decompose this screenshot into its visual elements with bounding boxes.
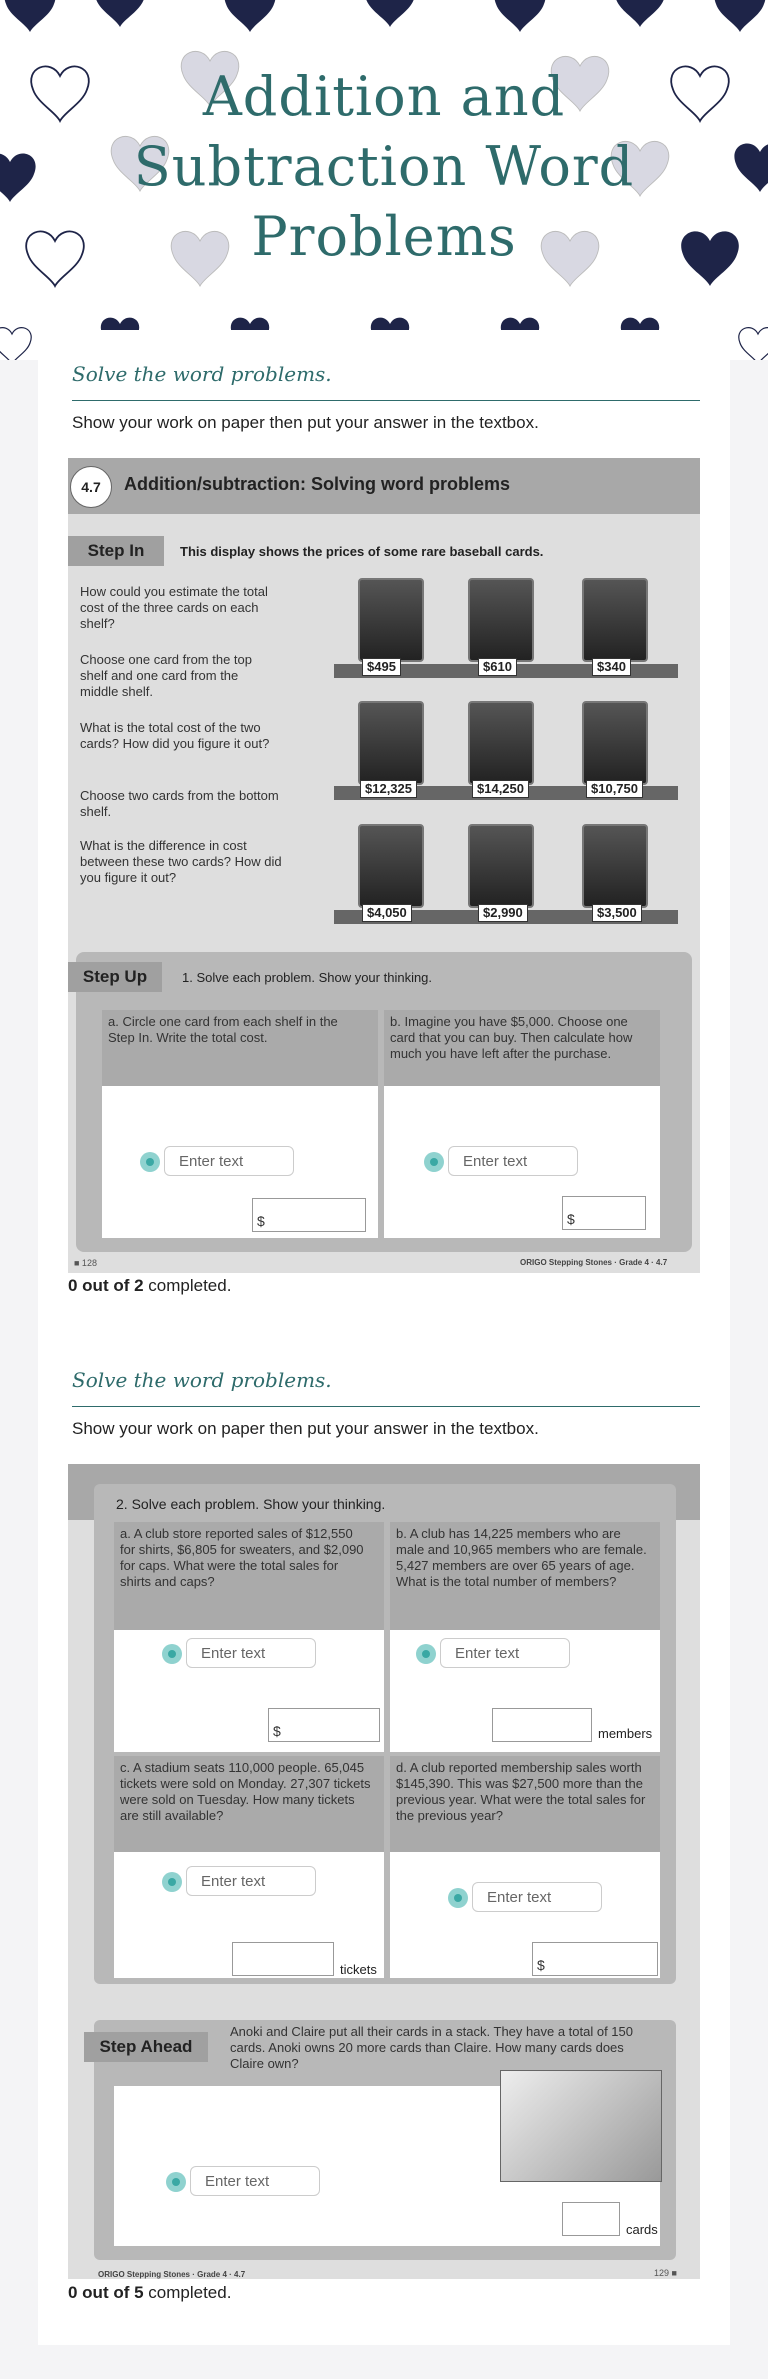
radio-dot[interactable]	[162, 1872, 182, 1892]
answer-line-2d: $	[532, 1942, 658, 1976]
unit-tickets: tickets	[340, 1962, 377, 1977]
section1-instruction: Show your work on paper then put your answer in the textbox.	[72, 413, 539, 432]
problems-intro: 2. Solve each problem. Show your thinking.	[116, 1496, 386, 1512]
answer-input-2a[interactable]: Enter text	[186, 1638, 316, 1668]
price-tag: $12,325	[360, 780, 417, 798]
unit-members: members	[598, 1726, 653, 1741]
question-2a-text: a. A club store reported sales of $12,550 for shirts, $6,805 for sweaters, and $2,090 for caps. What were the total sales for shirts and caps?	[120, 1526, 364, 1589]
answer-input-1b[interactable]: Enter text	[448, 1146, 578, 1176]
answer-line-b: $	[562, 1196, 646, 1230]
answer-line-2a: $	[268, 1708, 380, 1742]
answer-input-2c[interactable]: Enter text	[186, 1866, 316, 1896]
header-banner	[0, 0, 768, 360]
price-tag: $495	[362, 658, 401, 676]
question-2: Choose one card from the top shelf and one card from the middle shelf.	[80, 652, 252, 699]
worksheet-page-129	[68, 1464, 700, 2279]
question-2c-text: c. A stadium seats 110,000 people. 65,045 tickets were sold on Monday. 27,307 tickets were sold on Tuesday. How many tickets are still available?	[120, 1760, 371, 1823]
question-a-text: a. Circle one card from each shelf in the Step In. Write the total cost.	[108, 1014, 338, 1045]
answer-input-2d[interactable]: Enter text	[472, 1882, 602, 1912]
step-up-text: 1. Solve each problem. Show your thinking.	[182, 970, 433, 985]
baseball-card	[468, 824, 534, 908]
step-ahead-label: Step Ahead	[84, 2032, 208, 2062]
radio-dot[interactable]	[448, 1888, 468, 1908]
worksheet-page-128	[68, 458, 700, 1273]
footer-text: ORIGO Stepping Stones · Grade 4 · 4.7	[520, 1258, 668, 1267]
step-in-text: This display shows the prices of some rare baseball cards.	[180, 544, 544, 559]
page-title: Addition and Subtraction Word Problems	[133, 65, 635, 268]
price-tag: $340	[592, 658, 631, 676]
price-tag: $2,990	[478, 904, 528, 922]
baseball-card	[582, 824, 648, 908]
question-3: What is the total cost of the two cards? How did you figure it out?	[80, 720, 270, 751]
price-tag: $3,500	[592, 904, 642, 922]
footer-text: ORIGO Stepping Stones · Grade 4 · 4.7	[98, 2270, 246, 2279]
price-tag: $14,250	[472, 780, 529, 798]
section2-heading: Solve the word problems.	[72, 1368, 332, 1392]
unit-cards: cards	[626, 2222, 658, 2237]
question-2b-text: b. A club has 14,225 members who are male and 10,965 members who are female. 5,427 members are over 65 years of age. What is the total number of members?	[396, 1526, 647, 1589]
heading-divider	[72, 1406, 700, 1407]
completion-status-1: 0 out of 2 completed.	[68, 1276, 232, 1295]
step-ahead-text: Anoki and Claire put all their cards in a stack. They have a total of 150 cards. Anoki owns 20 more cards than Claire. How many cards does Claire own?	[230, 2024, 633, 2071]
step-up-label: Step Up	[68, 962, 162, 992]
page-number: ■ 128	[74, 1258, 97, 1268]
heading-divider	[72, 400, 700, 401]
lesson-title: Addition/subtraction: Solving word problems	[124, 474, 510, 494]
baseball-card	[358, 701, 424, 785]
answer-line-2c	[232, 1942, 334, 1976]
answer-line-step-ahead	[562, 2202, 620, 2236]
baseball-card	[358, 824, 424, 908]
answer-input-1a[interactable]: Enter text	[164, 1146, 294, 1176]
baseball-card	[468, 701, 534, 785]
question-b-text: b. Imagine you have $5,000. Choose one card that you can buy. Then calculate how much you have left after the purchase.	[390, 1014, 633, 1061]
question-5: What is the difference in cost between these two cards? How did you figure it out?	[80, 838, 282, 885]
answer-input-2b[interactable]: Enter text	[440, 1638, 570, 1668]
price-tag: $610	[478, 658, 517, 676]
answer-line-2b	[492, 1708, 592, 1742]
page-number: 129 ■	[654, 2268, 677, 2278]
lesson-number: 4.7	[70, 466, 112, 508]
question-2d-text: d. A club reported membership sales worth $145,390. This was $27,500 more than the previous year. What were the total sales for the previous year?	[396, 1760, 646, 1823]
section1-heading: Solve the word problems.	[72, 362, 332, 386]
price-tag: $4,050	[362, 904, 412, 922]
question-4: Choose two cards from the bottom shelf.	[80, 788, 279, 819]
card-stack-image	[500, 2070, 662, 2182]
baseball-card	[468, 578, 534, 662]
baseball-card	[582, 578, 648, 662]
baseball-card	[358, 578, 424, 662]
radio-dot[interactable]	[416, 1644, 436, 1664]
baseball-card	[582, 701, 648, 785]
step-in-label: Step In	[68, 536, 164, 566]
question-1: How could you estimate the total cost of the three cards on each shelf?	[80, 584, 268, 631]
completion-status-2: 0 out of 5 completed.	[68, 2283, 232, 2302]
section2-instruction: Show your work on paper then put your answer in the textbox.	[72, 1419, 539, 1438]
radio-dot[interactable]	[162, 1644, 182, 1664]
radio-dot[interactable]	[424, 1152, 444, 1172]
price-tag: $10,750	[586, 780, 643, 798]
answer-input-step-ahead[interactable]: Enter text	[190, 2166, 320, 2196]
radio-dot[interactable]	[166, 2172, 186, 2192]
answer-line-a: $	[252, 1198, 366, 1232]
radio-dot[interactable]	[140, 1152, 160, 1172]
